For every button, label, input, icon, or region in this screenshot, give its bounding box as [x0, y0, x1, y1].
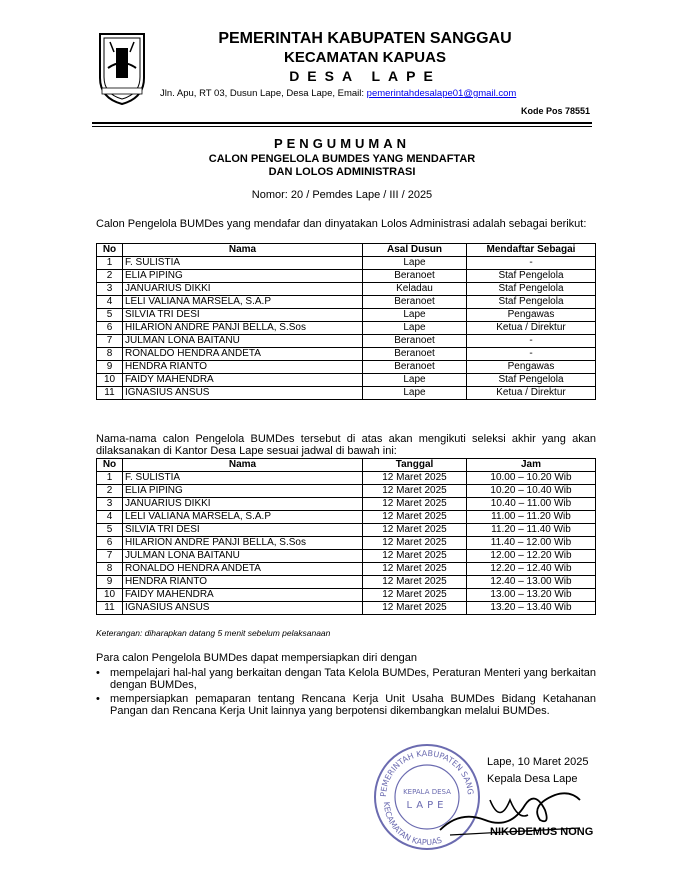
- table-cell: 12.40 – 13.00 Wib: [467, 576, 596, 589]
- table-cell: 1: [97, 472, 123, 485]
- table-cell: 1: [97, 257, 123, 270]
- table-cell: IGNASIUS ANSUS: [123, 602, 363, 615]
- header-rule-thick: [92, 122, 592, 124]
- document-number: Nomor: 20 / Pemdes Lape / III / 2025: [251, 189, 433, 201]
- table-cell: 11.20 – 11.40 Wib: [467, 524, 596, 537]
- table-row: [97, 524, 596, 537]
- candidates-table: [96, 243, 596, 400]
- table-row: [97, 348, 596, 361]
- table-cell: JULMAN LONA BAITANU: [123, 550, 363, 563]
- header-cell: No: [97, 459, 123, 472]
- svg-text:LAPE: LAPE: [406, 800, 448, 811]
- table-row: [97, 309, 596, 322]
- bullet-icon: •: [96, 667, 100, 679]
- table-cell: 12 Maret 2025: [363, 537, 467, 550]
- table-row: [97, 335, 596, 348]
- table-cell: FAIDY MAHENDRA: [123, 374, 363, 387]
- table-row: [97, 270, 596, 283]
- table-cell: Lape: [363, 257, 467, 270]
- table-cell: Staf Pengelola: [467, 270, 596, 283]
- header-cell: Nama: [123, 244, 363, 257]
- table-row: [97, 374, 596, 387]
- announcement-title: PENGUMUMAN: [273, 136, 411, 151]
- table-cell: 5: [97, 309, 123, 322]
- table-row: [97, 563, 596, 576]
- table-cell: 12 Maret 2025: [363, 498, 467, 511]
- table-cell: 12 Maret 2025: [363, 511, 467, 524]
- table-cell: 12 Maret 2025: [363, 472, 467, 485]
- table-row: [97, 472, 596, 485]
- table-cell: F. SULISTIA: [123, 472, 363, 485]
- table-cell: Beranoet: [363, 348, 467, 361]
- table-row: [97, 537, 596, 550]
- table-cell: 4: [97, 511, 123, 524]
- table-row: [97, 550, 596, 563]
- table-cell: 11: [97, 387, 123, 400]
- table-cell: 11.00 – 11.20 Wib: [467, 511, 596, 524]
- list-item: [96, 667, 596, 691]
- table-cell: -: [467, 257, 596, 270]
- header-cell: Jam: [467, 459, 596, 472]
- table-cell: 5: [97, 524, 123, 537]
- table-cell: HILARION ANDRE PANJI BELLA, S.Sos: [123, 322, 363, 335]
- table-cell: HENDRA RIANTO: [123, 576, 363, 589]
- handwritten-signature: [430, 770, 600, 850]
- table-cell: Ketua / Direktur: [467, 322, 596, 335]
- bullet-icon: •: [96, 693, 100, 705]
- table-cell: Lape: [363, 374, 467, 387]
- header-rule-thin: [92, 126, 592, 127]
- table-cell: 10: [97, 589, 123, 602]
- header-cell: Nama: [123, 459, 363, 472]
- table-cell: 10: [97, 374, 123, 387]
- table-cell: 12 Maret 2025: [363, 550, 467, 563]
- header-district: KECAMATAN KAPUAS: [284, 49, 446, 66]
- intro-paragraph-1: Calon Pengelola BUMDes yang mendafar dan dinyatakan Lolos Administrasi adalah sebagai berikut:: [96, 218, 587, 230]
- table-cell: Keladau: [363, 283, 467, 296]
- table-row: [97, 498, 596, 511]
- table-cell: -: [467, 335, 596, 348]
- table-cell: SILVIA TRI DESI: [123, 524, 363, 537]
- announcement-subtitle-2: DAN LOLOS ADMINISTRASI: [268, 166, 416, 178]
- table-row: [97, 387, 596, 400]
- table-header-row: [97, 244, 596, 257]
- email-link[interactable]: pemerintahdesalape01@gmail.com: [366, 88, 517, 99]
- schedule-table: [96, 458, 596, 615]
- table-cell: Lape: [363, 387, 467, 400]
- table-cell: Beranoet: [363, 296, 467, 309]
- signatory-name: NIKODEMUS NONG: [490, 826, 594, 838]
- table-cell: FAIDY MAHENDRA: [123, 589, 363, 602]
- table-cell: 6: [97, 537, 123, 550]
- table-cell: 9: [97, 361, 123, 374]
- table-row: [97, 589, 596, 602]
- table-cell: SILVIA TRI DESI: [123, 309, 363, 322]
- table-cell: 11.40 – 12.00 Wib: [467, 537, 596, 550]
- table-cell: 13.20 – 13.40 Wib: [467, 602, 596, 615]
- address-line: [160, 88, 590, 99]
- table-cell: 9: [97, 576, 123, 589]
- table-cell: 6: [97, 322, 123, 335]
- table-cell: RONALDO HENDRA ANDETA: [123, 563, 363, 576]
- list-item-text: mempelajari hal-hal yang berkaitan dengan Tata Kelola BUMDes, Peraturan Menteri yang berkaitan dengan BUMDes,: [110, 667, 596, 691]
- table-cell: 3: [97, 498, 123, 511]
- table-row: [97, 576, 596, 589]
- table-cell: RONALDO HENDRA ANDETA: [123, 348, 363, 361]
- table-cell: JANUARIUS DIKKI: [123, 498, 363, 511]
- table-cell: LELI VALIANA MARSELA, S.A.P: [123, 511, 363, 524]
- table-row: [97, 257, 596, 270]
- address-text: Jln. Apu, RT 03, Dusun Lape, Desa Lape, Email:: [160, 88, 367, 99]
- table-cell: Staf Pengelola: [467, 283, 596, 296]
- table-cell: 10.40 – 11.00 Wib: [467, 498, 596, 511]
- header-cell: No: [97, 244, 123, 257]
- table-cell: Staf Pengelola: [467, 296, 596, 309]
- table-cell: 10.00 – 10.20 Wib: [467, 472, 596, 485]
- svg-text:KECAMATAN KAPUAS: KECAMATAN KAPUAS: [381, 801, 444, 848]
- header-cell: Mendaftar Sebagai: [467, 244, 596, 257]
- schedule-note: Keterangan: diharapkan datang 5 menit sebelum pelaksanaan: [96, 628, 331, 638]
- table-cell: HILARION ANDRE PANJI BELLA, S.Sos: [123, 537, 363, 550]
- table-cell: 3: [97, 283, 123, 296]
- table-cell: ELIA PIPING: [123, 270, 363, 283]
- svg-text:PEMERINTAH KABUPATEN SANGGAU: PEMERINTAH KABUPATEN SANG: [378, 748, 476, 798]
- table-row: [97, 361, 596, 374]
- postal-code: Kode Pos 78551: [520, 106, 590, 116]
- table-cell: HENDRA RIANTO: [123, 361, 363, 374]
- svg-text:KEPALA DESA: KEPALA DESA: [403, 788, 451, 796]
- list-item: [96, 693, 596, 717]
- table-cell: 12 Maret 2025: [363, 589, 467, 602]
- table-cell: 12 Maret 2025: [363, 576, 467, 589]
- table-cell: Lape: [363, 322, 467, 335]
- table-row: [97, 296, 596, 309]
- table-header-row: [97, 459, 596, 472]
- table-cell: Staf Pengelola: [467, 374, 596, 387]
- table-cell: 7: [97, 550, 123, 563]
- signature-place-date: Lape, 10 Maret 2025: [487, 756, 589, 768]
- table-cell: JULMAN LONA BAITANU: [123, 335, 363, 348]
- header-village: DESA LAPE: [289, 68, 441, 84]
- table-cell: Beranoet: [363, 270, 467, 283]
- table-cell: 2: [97, 485, 123, 498]
- table-row: [97, 511, 596, 524]
- table-cell: 12 Maret 2025: [363, 524, 467, 537]
- table-cell: Pengawas: [467, 309, 596, 322]
- table-row: [97, 322, 596, 335]
- table-row: [97, 283, 596, 296]
- table-cell: 12.00 – 12.20 Wib: [467, 550, 596, 563]
- table-cell: 11: [97, 602, 123, 615]
- signature-position: Kepala Desa Lape: [487, 773, 578, 785]
- table-cell: LELI VALIANA MARSELA, S.A.P: [123, 296, 363, 309]
- table-cell: Pengawas: [467, 361, 596, 374]
- table-cell: 8: [97, 563, 123, 576]
- table-cell: Ketua / Direktur: [467, 387, 596, 400]
- table-cell: IGNASIUS ANSUS: [123, 387, 363, 400]
- header-cell: Tanggal: [363, 459, 467, 472]
- table-cell: 13.00 – 13.20 Wib: [467, 589, 596, 602]
- header-government: PEMERINTAH KABUPATEN SANGGAU: [218, 30, 512, 47]
- table-cell: 4: [97, 296, 123, 309]
- table-cell: Lape: [363, 309, 467, 322]
- table-cell: F. SULISTIA: [123, 257, 363, 270]
- table-row: [97, 485, 596, 498]
- table-cell: -: [467, 348, 596, 361]
- intro-paragraph-2: Nama-nama calon Pengelola BUMDes tersebut di atas akan mengikuti seleksi akhir yang akan dilaksanakan di Kantor Desa Lape sesuai jadwal di bawah ini:: [96, 433, 596, 457]
- table-cell: 8: [97, 348, 123, 361]
- table-cell: JANUARIUS DIKKI: [123, 283, 363, 296]
- table-cell: ELIA PIPING: [123, 485, 363, 498]
- regency-emblem-logo: [92, 28, 152, 108]
- table-cell: 7: [97, 335, 123, 348]
- preparation-list: [96, 667, 596, 717]
- table-cell: 12.20 – 12.40 Wib: [467, 563, 596, 576]
- list-item-text: mempersiapkan pemaparan tentang Rencana Kerja Unit Usaha BUMDes Bidang Ketahanan Pangan dan Rencana Kerja Unit lainnya yang berpotensi dikembangkan melalui BUMDes.: [110, 693, 596, 717]
- table-row: [97, 602, 596, 615]
- header-cell: Asal Dusun: [363, 244, 467, 257]
- table-cell: 2: [97, 270, 123, 283]
- announcement-subtitle-1: CALON PENGELOLA BUMDES YANG MENDAFTAR: [208, 153, 476, 165]
- table-cell: Beranoet: [363, 335, 467, 348]
- table-cell: 12 Maret 2025: [363, 485, 467, 498]
- table-cell: 12 Maret 2025: [363, 563, 467, 576]
- table-cell: 10.20 – 10.40 Wib: [467, 485, 596, 498]
- table-cell: Beranoet: [363, 361, 467, 374]
- preparation-intro: Para calon Pengelola BUMDes dapat mempersiapkan diri dengan: [96, 652, 418, 664]
- table-cell: 12 Maret 2025: [363, 602, 467, 615]
